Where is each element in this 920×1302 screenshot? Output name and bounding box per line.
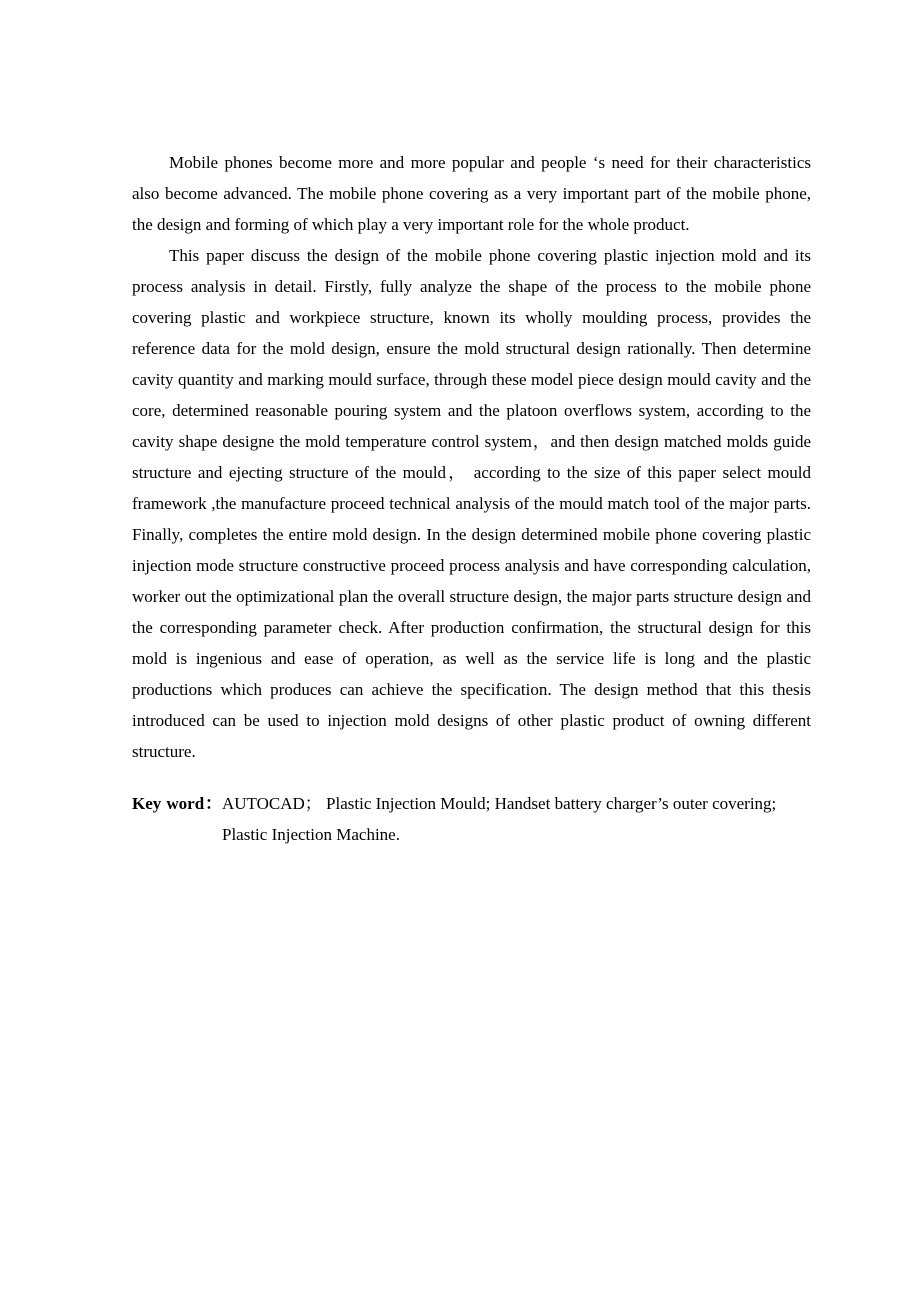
abstract-paragraph-2: This paper discuss the design of the mobile phone covering plastic injection mold and its process analysis in detail. Firstly, fully analyze the shape of the process to the mobile phone covering plastic and workpiece structure, known its wholly moulding process, provides the reference data for the mold design, ensure the mold structural design rationally. Then determine cavity quantity and marking mould surface, through these model piece design mould cavity and the core, determined reasonable pouring system and the platoon overflows system, according to the cavity shape designe the mold temperature control system，and then design matched molds guide structure and ejecting structure of the mould， according to the size of this paper select mould framework ,the manufacture proceed technical analysis of the mould match tool of the major parts. Finally, completes the entire mold design. In the design determined mobile phone covering plastic injection mode structure constructive proceed process analysis and have corresponding calculation, worker out the optimizational plan the overall structure design, the major parts structure design and the corresponding parameter check. After production confirmation, the structural design for this mold is ingenious and ease of operation, as well as the service life is long and the plastic productions which produces can achieve the specification. The design method that this thesis introduced can be used to injection mold designs of other plastic product of owning different structure.	[132, 246, 811, 761]
keywords-text: AUTOCAD； Plastic Injection Mould; Handset battery charger’s outer covering; Plastic Injection Machine.	[222, 794, 777, 844]
keywords-section	[132, 788, 811, 850]
abstract-page	[132, 147, 811, 850]
keywords-text-wrapper	[222, 788, 811, 850]
keywords-label: Key word：	[132, 794, 222, 813]
abstract-paragraph-1: Mobile phones become more and more popular and people ‘s need for their characteristics also become advanced. The mobile phone covering as a very important part of the mobile phone, the design and forming of which play a very important role for the whole product.	[132, 153, 811, 234]
